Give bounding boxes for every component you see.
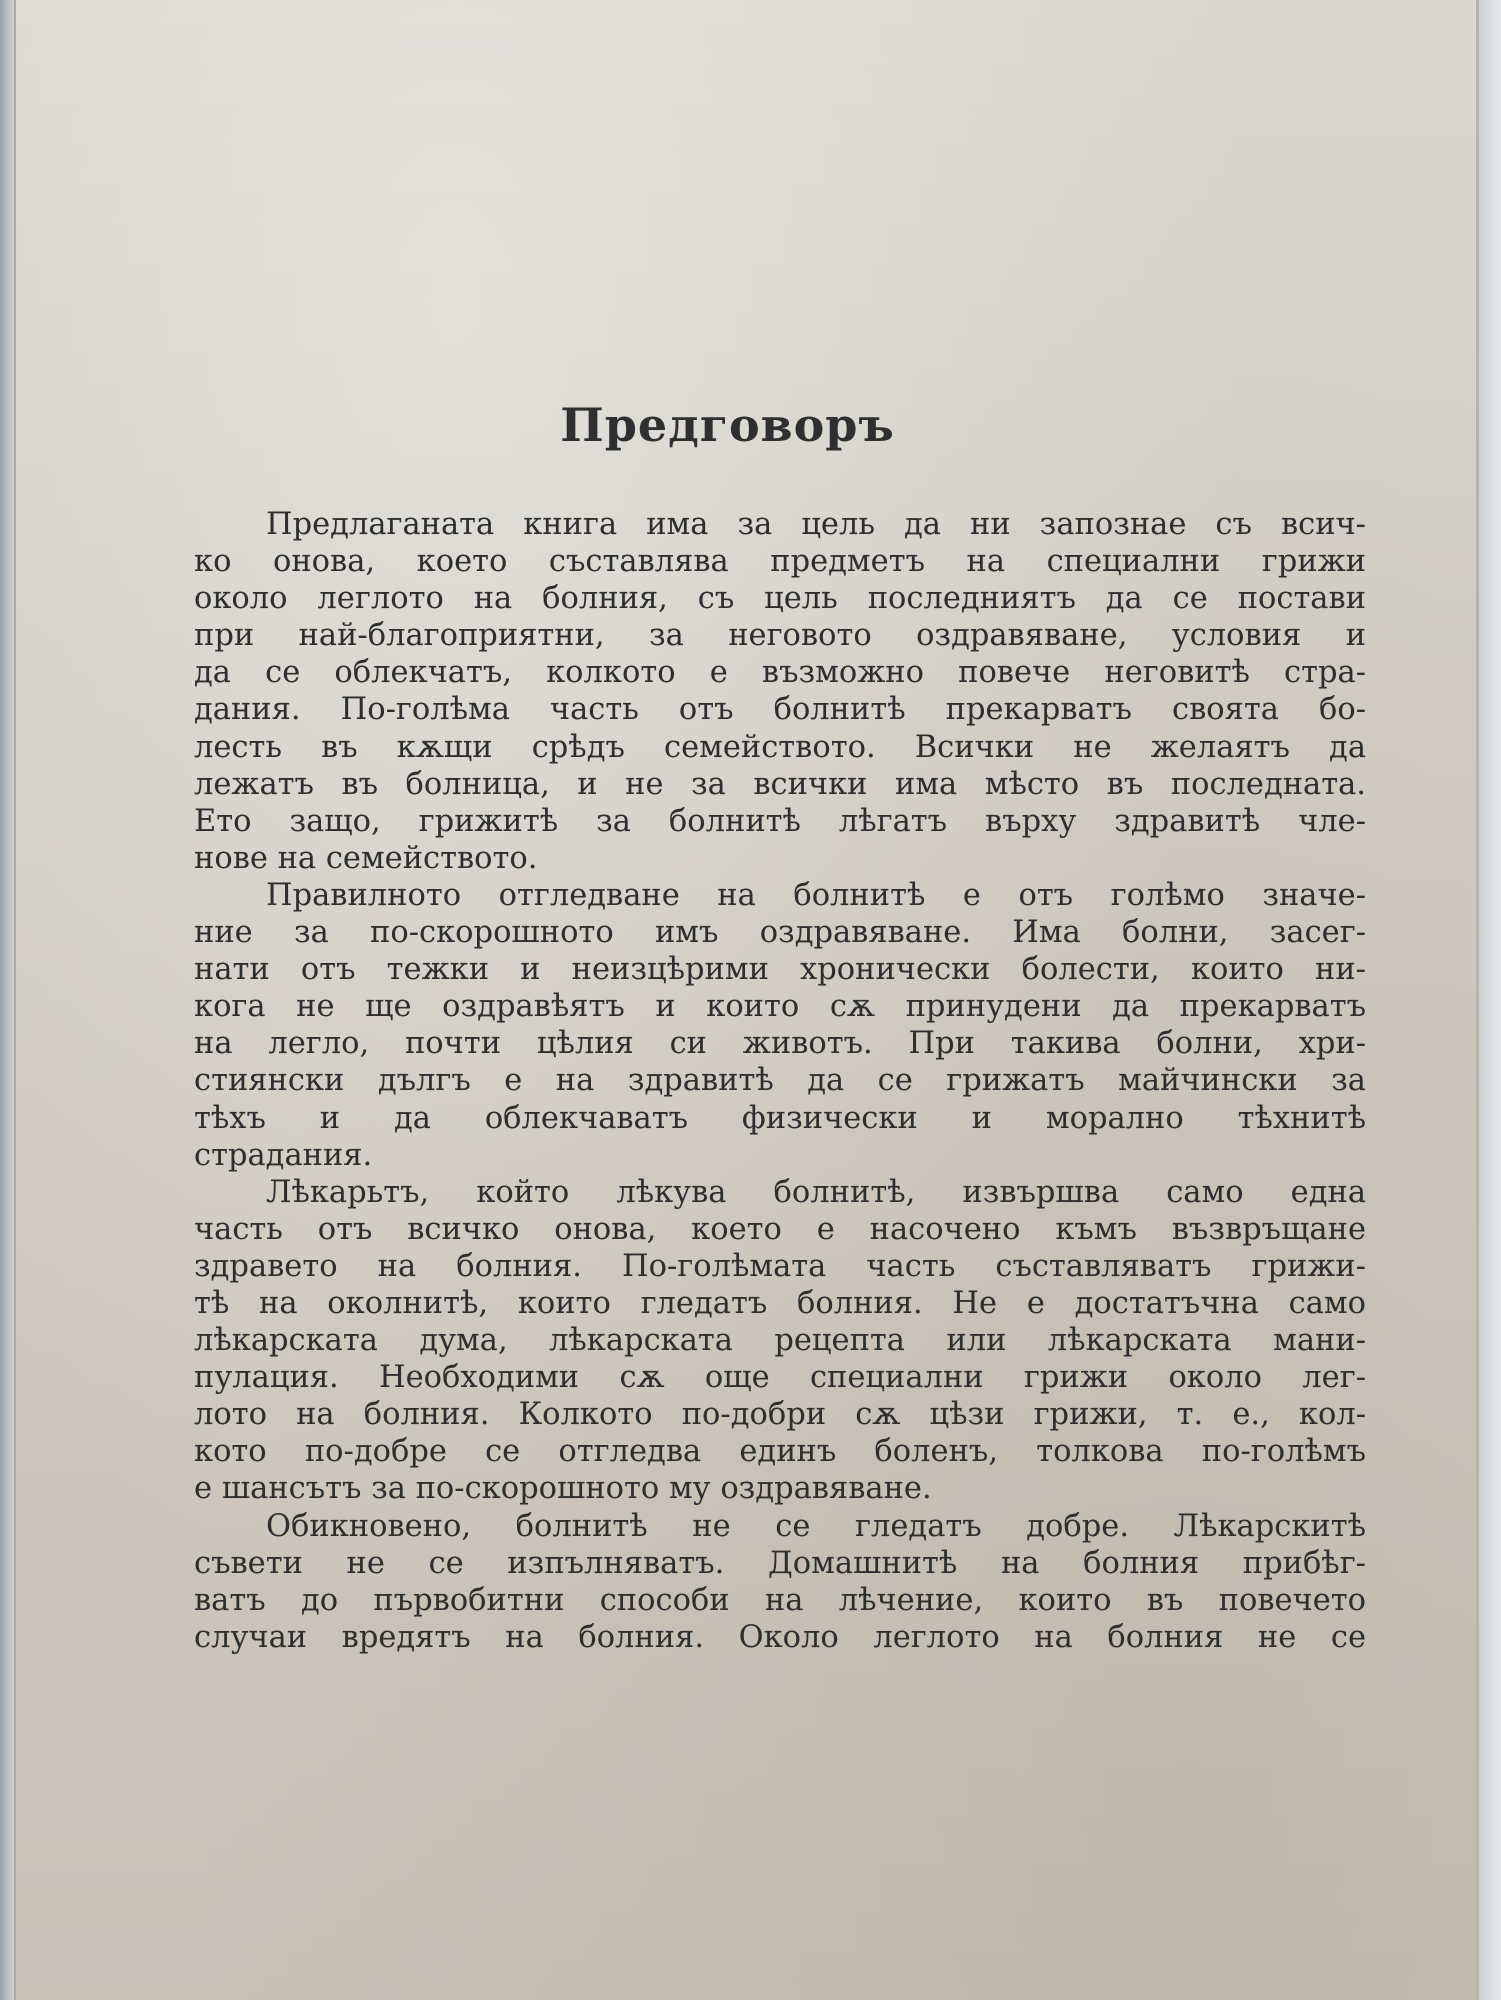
- paragraph: [194, 877, 1366, 1174]
- text-line: Ето защо, грижитѣ за болнитѣ лѣгатъ върху здравитѣ чле-: [194, 803, 1366, 839]
- text-line: Лѣкарьтъ, който лѣкува болнитѣ, извършва само една: [266, 1174, 1366, 1210]
- page-title: Предговоръ: [560, 398, 895, 452]
- text-line: да се облекчатъ, колкото е възможно повече неговитѣ стра-: [194, 655, 1366, 691]
- paragraph: [194, 506, 1366, 877]
- text-line: около леглото на болния, съ цель последниятъ да се постави: [194, 581, 1366, 617]
- paragraph: [194, 1508, 1366, 1656]
- text-line: тѣ на околнитѣ, които гледатъ болния. Не е достатъчна само: [194, 1285, 1366, 1321]
- paragraph: [194, 1174, 1366, 1508]
- text-line: кото по-добре се отгледва единъ боленъ, толкова по-голѣмъ: [194, 1434, 1366, 1470]
- text-line: пулация. Необходими сѫ още специални грижи около лег-: [194, 1360, 1366, 1396]
- text-line: Правилното отгледване на болнитѣ е отъ голѣмо значе-: [266, 877, 1366, 913]
- preface-body: [194, 506, 1366, 1656]
- text-line: Обикновено, болнитѣ не се гледатъ добре. Лѣкарскитѣ: [266, 1508, 1366, 1544]
- background-surface: [1479, 0, 1501, 2000]
- text-line: ние за по-скорошното имъ оздравяване. Има болни, засег-: [194, 915, 1366, 951]
- text-line: страдания.: [194, 1137, 373, 1173]
- text-line: ватъ до първобитни способи на лѣчение, които въ повечето: [194, 1582, 1366, 1618]
- text-line: здравето на болния. По-голѣмата часть съставляватъ грижи-: [194, 1248, 1366, 1284]
- text-line: съвети не се изпълняватъ. Домашнитѣ на болния прибѣг-: [194, 1545, 1366, 1581]
- text-line: при най-благоприятни, за неговото оздравяване, условия и: [194, 618, 1366, 654]
- text-line: на легло, почти цѣлия си животъ. При такива болни, хри-: [194, 1026, 1366, 1062]
- text-line: тѣхъ и да облекчаватъ физически и морално тѣхнитѣ: [194, 1100, 1366, 1136]
- text-line: случаи вредятъ на болния. Около леглото на болния не се: [194, 1619, 1366, 1655]
- text-line: нове на семейството.: [194, 840, 538, 876]
- text-line: е шансътъ за по-скорошното му оздравяване.: [194, 1471, 932, 1507]
- text-line: кога не ще оздравѣятъ и които сѫ принудени да прекарватъ: [194, 989, 1366, 1025]
- text-line: нати отъ тежки и неизцѣрими хронически болести, които ни-: [194, 952, 1366, 988]
- text-line: ко онова, което съставлява предметъ на специални грижи: [194, 544, 1366, 580]
- text-line: лежатъ въ болница, и не за всички има мѣсто въ последната.: [194, 766, 1366, 802]
- text-line: лото на болния. Колкото по-добри сѫ цѣзи грижи, т. е., кол-: [194, 1397, 1366, 1433]
- text-line: лѣкарската дума, лѣкарската рецепта или лѣкарската мани-: [194, 1323, 1366, 1359]
- text-line: дания. По-голѣма часть отъ болнитѣ прекарватъ своята бо-: [194, 692, 1366, 728]
- text-line: стиянски дългъ е на здравитѣ да се грижатъ майчински за: [194, 1063, 1366, 1099]
- text-line: часть отъ всичко онова, което е насочено къмъ възвръщане: [194, 1211, 1366, 1247]
- book-page: [16, 0, 1479, 2000]
- text-line: Предлаганата книга има за цель да ни запознае съ всич-: [266, 507, 1366, 542]
- text-line: лесть въ кѫщи срѣдъ семейството. Всички не желаятъ да: [194, 729, 1366, 765]
